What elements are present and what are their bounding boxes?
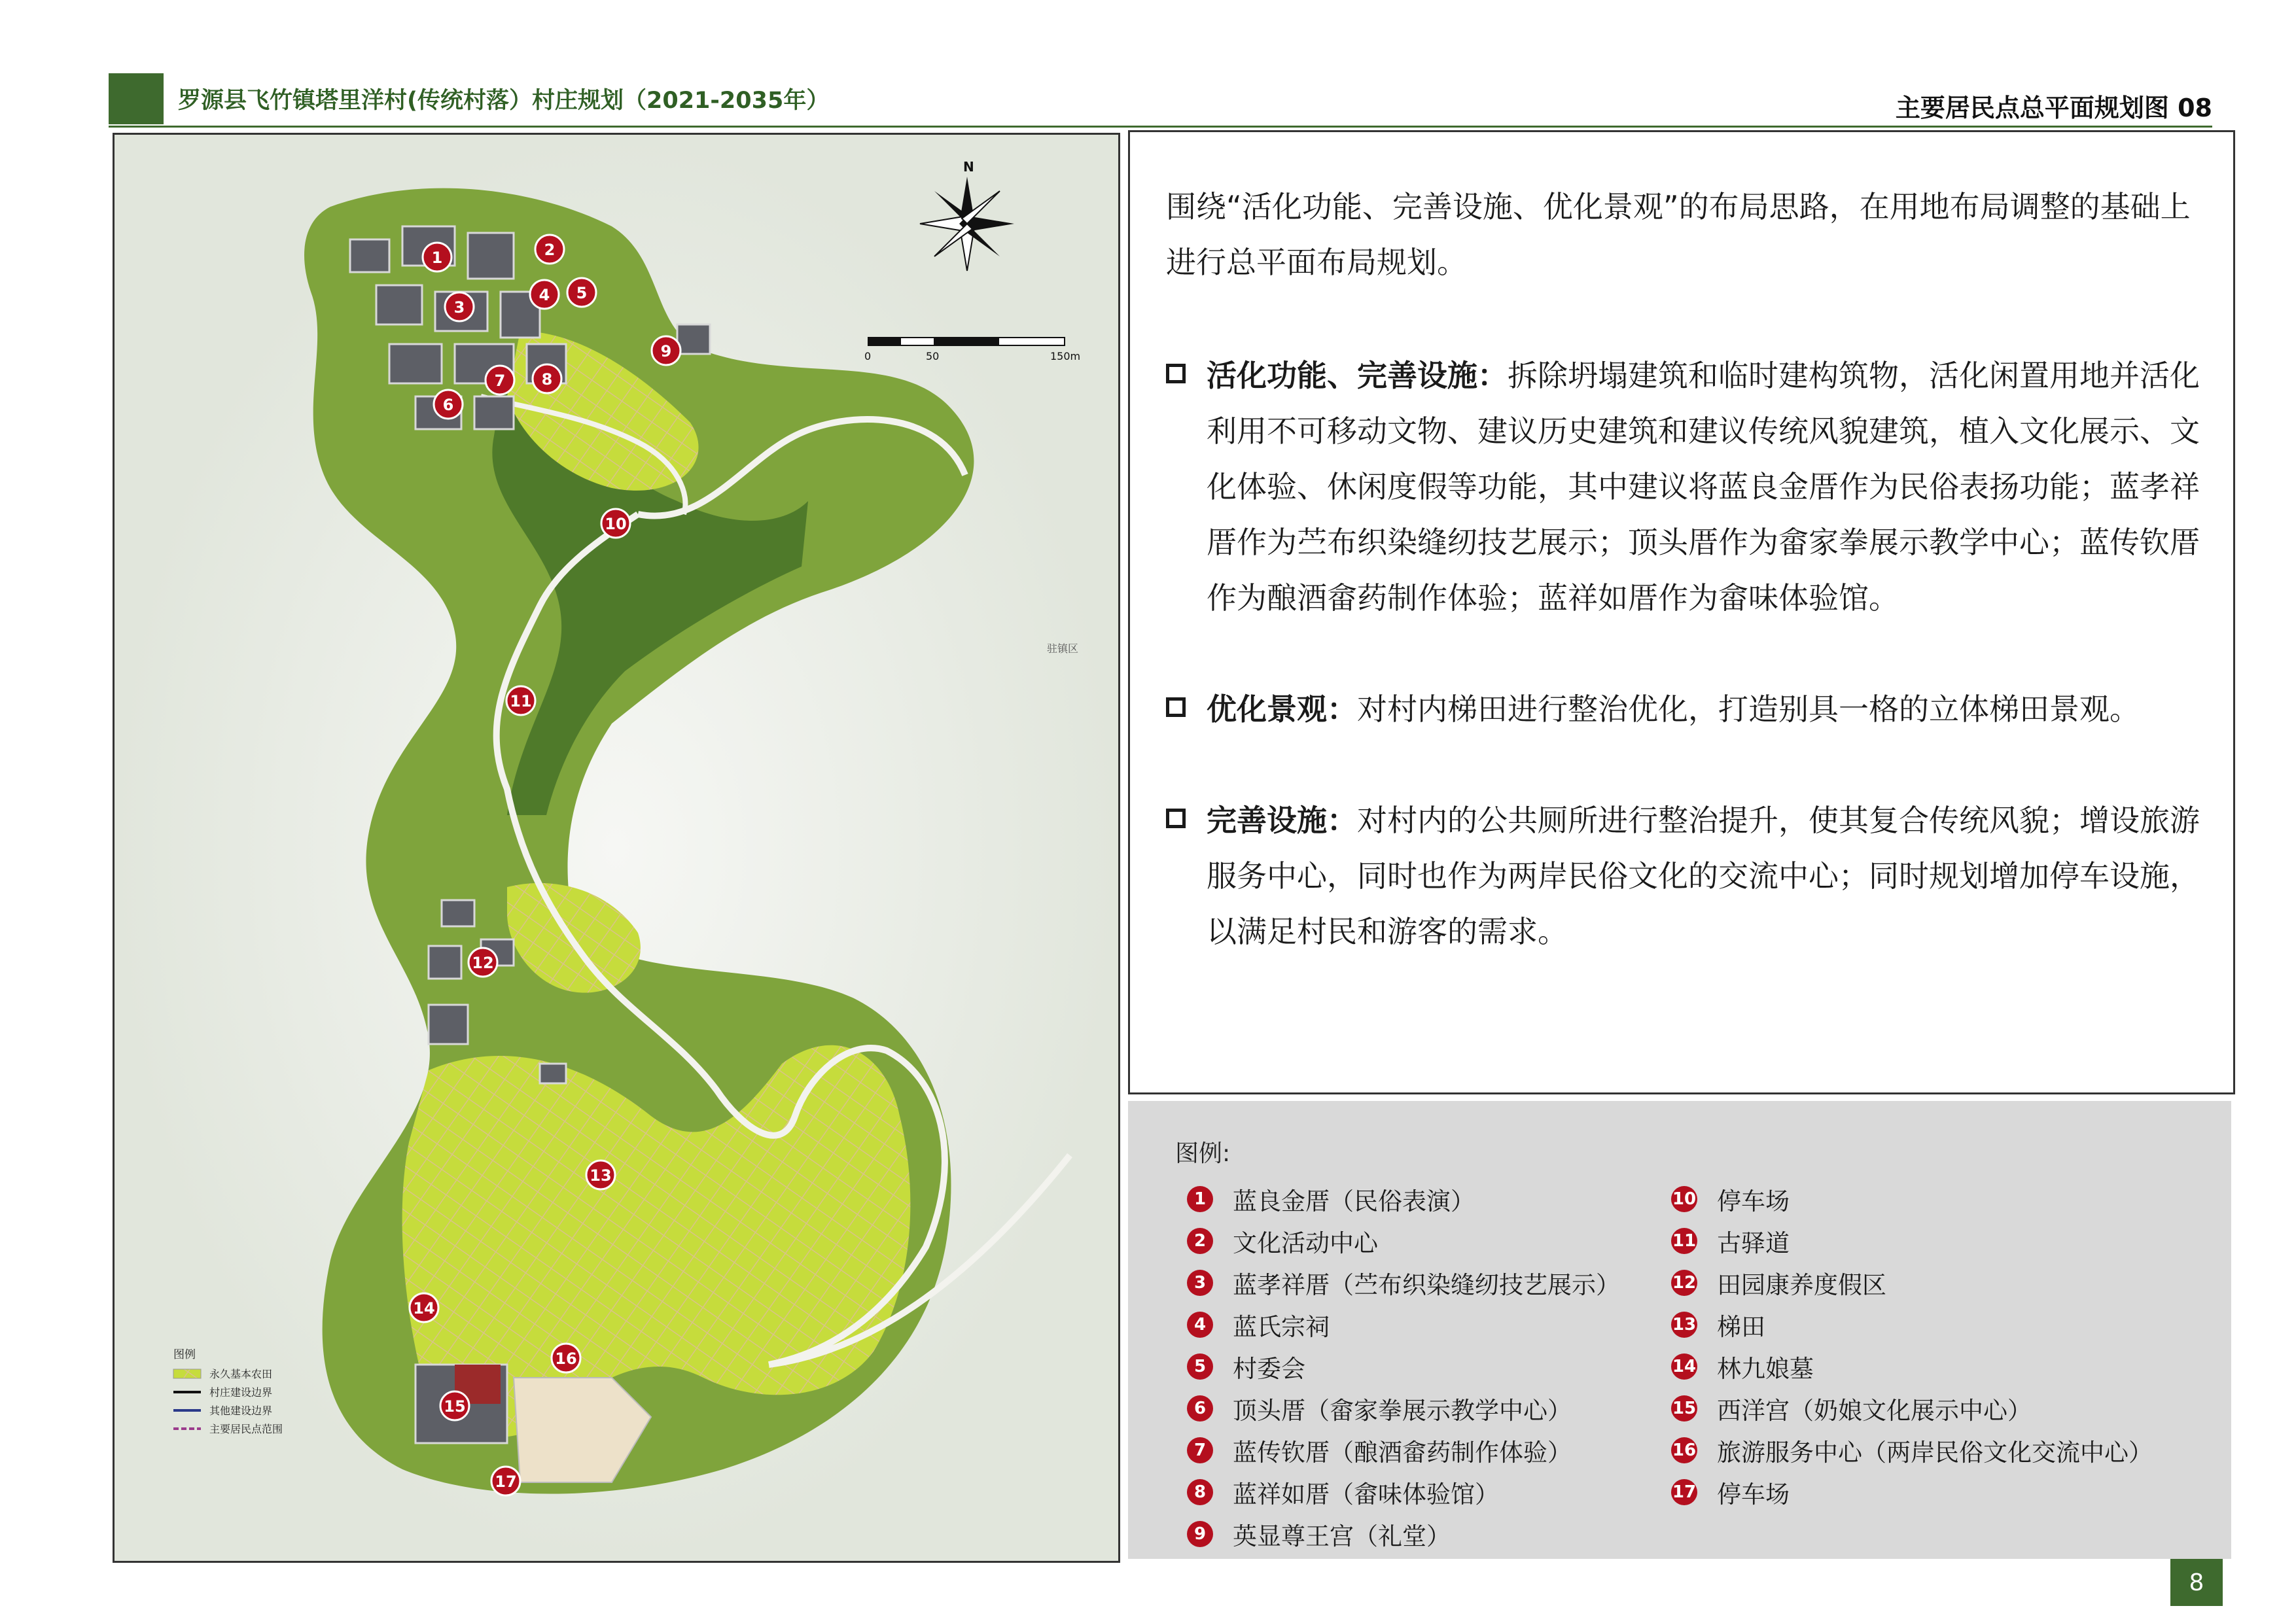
svg-text:1: 1	[431, 249, 443, 267]
marker-17	[491, 1467, 520, 1495]
svg-text:主要居民点范围: 主要居民点范围	[209, 1423, 283, 1435]
checkbox-icon	[1166, 809, 1186, 828]
place-label: 驻镇区	[1047, 642, 1079, 655]
legend-label: 顶头厝（畲家拳展示教学中心）	[1233, 1397, 1572, 1425]
legend-label: 村委会	[1233, 1355, 1305, 1383]
marker-5	[567, 278, 596, 307]
site-plan-map[interactable]	[113, 133, 1120, 1563]
legend-item-17	[1671, 1473, 1790, 1512]
marker-2	[535, 235, 564, 264]
legend-marker-icon: 10	[1671, 1186, 1697, 1212]
svg-text:9: 9	[660, 342, 672, 360]
svg-text:150m: 150m	[1050, 350, 1081, 362]
header-rule	[109, 126, 2212, 128]
svg-text:图例: 图例	[173, 1348, 196, 1361]
legend-marker-icon: 12	[1671, 1270, 1697, 1296]
legend-marker-icon: 7	[1187, 1437, 1213, 1463]
legend-item-15	[1671, 1389, 2032, 1428]
marker-7	[486, 366, 514, 394]
svg-text:N: N	[963, 159, 974, 175]
marker-14	[410, 1293, 438, 1322]
bullet-heading: 优化景观：	[1207, 691, 1357, 727]
svg-text:8: 8	[541, 370, 553, 389]
checkbox-icon	[1166, 697, 1186, 717]
legend-marker-icon: 6	[1187, 1395, 1213, 1422]
svg-text:2: 2	[544, 241, 556, 259]
svg-text:11: 11	[510, 692, 532, 710]
legend-label: 田园康养度假区	[1717, 1271, 1886, 1299]
svg-text:15: 15	[444, 1397, 466, 1416]
svg-text:4: 4	[539, 286, 550, 304]
svg-text:6: 6	[442, 396, 454, 414]
bullet-heading: 完善设施：	[1207, 803, 1357, 838]
marker-1	[423, 243, 451, 271]
legend-item-11	[1671, 1221, 1790, 1261]
legend-label: 蓝良金厝（民俗表演）	[1233, 1187, 1475, 1215]
legend-item-16	[1671, 1431, 2153, 1470]
legend-marker-icon: 5	[1187, 1353, 1213, 1380]
legend-panel	[1128, 1101, 2231, 1559]
svg-text:村庄建设边界: 村庄建设边界	[209, 1386, 273, 1399]
marker-8	[533, 364, 561, 393]
sheet-title: 主要居民点总平面规划图 08	[1895, 94, 2212, 122]
plan-title: 罗源县飞竹镇塔里洋村(传统村落）村庄规划（2021-2035年）	[178, 88, 830, 114]
bullet-activate-functions	[1166, 348, 2226, 626]
marker-16	[552, 1344, 580, 1372]
legend-marker-icon: 11	[1671, 1228, 1697, 1254]
legend-label: 蓝传钦厝（酿酒畲药制作体验）	[1233, 1439, 1572, 1467]
legend-label: 梯田	[1717, 1313, 1765, 1341]
intro-paragraph: 围绕“活化功能、完善设施、优化景观”的布局思路，在用地布局调整的基础上进行总平面布局规划。	[1166, 189, 2191, 280]
legend-item-14	[1671, 1347, 1814, 1386]
legend-label: 旅游服务中心（两岸民俗文化交流中心）	[1717, 1439, 2153, 1467]
legend-item-2	[1187, 1221, 1378, 1261]
bullet-text: 拆除坍塌建筑和临时建构筑物，活化闲置用地并活化利用不可移动文物、建议历史建筑和建议传统风貌建筑，植入文化展示、文化体验、休闲度假等功能，其中建议将蓝良金厝作为民俗表扬功能；蓝孝祥厝作为苎布织染缝纫技艺展示；顶头厝作为畲家拳展示教学中心；蓝传钦厝作为酿酒畲药制作体验；蓝祥如厝作为畲味体验馆。	[1207, 358, 2200, 616]
svg-text:3: 3	[453, 298, 465, 317]
legend-label: 古驿道	[1717, 1229, 1790, 1257]
svg-text:12: 12	[472, 954, 494, 972]
bullet-optimize-landscape	[1166, 682, 2226, 737]
svg-text:16: 16	[555, 1350, 577, 1368]
legend-marker-icon: 16	[1671, 1437, 1697, 1463]
svg-text:17: 17	[495, 1473, 517, 1491]
legend-item-10	[1671, 1179, 1790, 1219]
legend-item-9	[1187, 1514, 1451, 1554]
legend-title: 图例:	[1175, 1140, 1231, 1167]
description-panel	[1128, 130, 2235, 1094]
svg-text:10: 10	[605, 515, 627, 533]
marker-6	[434, 390, 463, 419]
bullet-improve-facilities	[1166, 793, 2226, 960]
marker-9	[652, 336, 680, 365]
legend-label: 停车场	[1717, 1480, 1790, 1509]
marker-4	[530, 280, 559, 309]
legend-label: 蓝祥如厝（畲味体验馆）	[1233, 1480, 1499, 1509]
marker-3	[445, 292, 474, 321]
legend-marker-icon: 13	[1671, 1312, 1697, 1338]
bullet-text: 对村内的公共厕所进行整治提升，使其复合传统风貌；增设旅游服务中心，同时也作为两岸民俗文化的交流中心；同时规划增加停车设施，以满足村民和游客的需求。	[1207, 803, 2200, 949]
legend-item-7	[1187, 1431, 1572, 1470]
legend-item-8	[1187, 1473, 1499, 1512]
legend-marker-icon: 1	[1187, 1186, 1213, 1212]
svg-text:7: 7	[494, 372, 506, 390]
legend-item-5	[1187, 1347, 1305, 1386]
marker-10	[601, 509, 630, 538]
marker-15	[440, 1391, 469, 1420]
legend-label: 停车场	[1717, 1187, 1790, 1215]
legend-marker-icon: 9	[1187, 1521, 1213, 1547]
legend-item-13	[1671, 1305, 1765, 1344]
bullet-heading: 活化功能、完善设施：	[1207, 358, 1508, 393]
svg-text:50: 50	[926, 350, 940, 362]
legend-item-6	[1187, 1389, 1572, 1428]
legend-label: 英显尊王宫（礼堂）	[1233, 1522, 1451, 1550]
legend-marker-icon: 8	[1187, 1479, 1213, 1505]
bullet-text: 对村内梯田进行整治优化，打造别具一格的立体梯田景观。	[1357, 691, 2140, 727]
marker-11	[506, 686, 535, 715]
legend-label: 林九娘墓	[1717, 1355, 1814, 1383]
legend-label: 蓝孝祥厝（苎布织染缝纫技艺展示）	[1233, 1271, 1620, 1299]
svg-text:0: 0	[864, 350, 872, 362]
svg-text:5: 5	[576, 284, 588, 302]
legend-marker-icon: 4	[1187, 1312, 1213, 1338]
marker-12	[468, 948, 497, 977]
svg-text:永久基本农田: 永久基本农田	[209, 1368, 273, 1380]
legend-marker-icon: 14	[1671, 1353, 1697, 1380]
svg-text:13: 13	[590, 1166, 612, 1185]
legend-marker-icon: 15	[1671, 1395, 1697, 1422]
checkbox-icon	[1166, 364, 1186, 383]
map-canvas	[115, 135, 1118, 1561]
legend-marker-icon: 2	[1187, 1228, 1213, 1254]
marker-13	[586, 1161, 615, 1189]
legend-marker-icon: 17	[1671, 1479, 1697, 1505]
svg-text:14: 14	[413, 1299, 435, 1318]
legend-label: 文化活动中心	[1233, 1229, 1378, 1257]
legend-item-1	[1187, 1179, 1475, 1219]
page-number: 8	[2170, 1559, 2223, 1606]
svg-text:其他建设边界: 其他建设边界	[209, 1405, 273, 1417]
legend-item-12	[1671, 1263, 1886, 1302]
legend-item-3	[1187, 1263, 1620, 1302]
legend-item-4	[1187, 1305, 1330, 1344]
header-logo-block	[109, 73, 164, 124]
legend-marker-icon: 3	[1187, 1270, 1213, 1296]
legend-label: 蓝氏宗祠	[1233, 1313, 1330, 1341]
legend-label: 西洋宫（奶娘文化展示中心）	[1717, 1397, 2032, 1425]
